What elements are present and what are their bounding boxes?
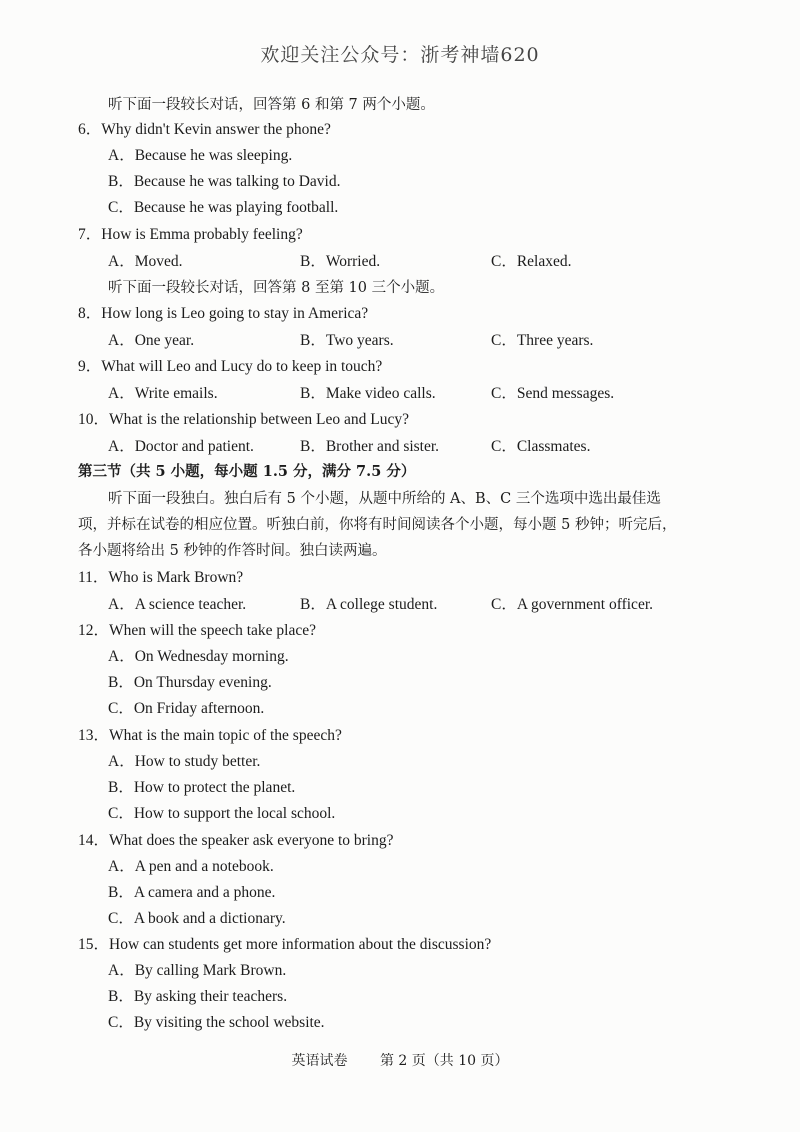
q11-option-b: B．A college student. (300, 596, 438, 613)
question-12: 12．When will the speech take place? (78, 622, 316, 639)
question-7: 7．How is Emma probably feeling? (78, 226, 303, 243)
q13-option-b: B．How to protect the planet. (108, 779, 296, 796)
q7-option-b: B．Worried. (300, 253, 381, 270)
question-8: 8．How long is Leo going to stay in America? (78, 305, 369, 322)
q6-option-b: B．Because he was talking to David. (108, 173, 341, 190)
question-9: 9．What will Leo and Lucy do to keep in touch? (78, 358, 383, 375)
question-11: 11．Who is Mark Brown? (78, 569, 244, 586)
q11-option-a: A．A science teacher. (108, 596, 247, 613)
q9-option-b: B．Make video calls. (300, 385, 436, 402)
q12-option-a: A．On Wednesday morning. (108, 648, 289, 665)
question-13: 13．What is the main topic of the speech? (78, 727, 342, 744)
question-14: 14．What does the speaker ask everyone to bring? (78, 832, 394, 849)
instruction-q6-q7: 听下面一段较长对话，回答第 6 和第 7 两个小题。 (108, 97, 435, 113)
q7-option-c: C．Relaxed. (491, 253, 572, 270)
q12-option-c: C．On Friday afternoon. (108, 700, 265, 717)
footer-subject: 英语试卷 (291, 1053, 348, 1069)
q8-option-a: A．One year. (108, 332, 195, 349)
q8-option-c: C．Three years. (491, 332, 594, 349)
q10-option-c: C．Classmates. (491, 438, 591, 455)
q14-option-a: A．A pen and a notebook. (108, 858, 274, 875)
q10-option-a: A．Doctor and patient. (108, 438, 254, 455)
q6-option-c: C．Because he was playing football. (108, 199, 339, 216)
q15-option-a: A．By calling Mark Brown. (108, 962, 287, 979)
section-3-title: 第三节（共 5 小题，每小题 1.5 分，满分 7.5 分） (78, 463, 416, 480)
instruction-q8-q10: 听下面一段较长对话，回答第 8 至第 10 三个小题。 (108, 280, 445, 296)
section-3-instruction-line-1: 听下面一段独白。独白后有 5 个小题，从题中所给的 A、B、C 三个选项中选出最佳选 (108, 491, 661, 507)
q9-option-a: A．Write emails. (108, 385, 218, 402)
q13-option-c: C．How to support the local school. (108, 805, 336, 822)
q12-option-b: B．On Thursday evening. (108, 674, 272, 691)
page-footer (0, 1050, 800, 1070)
q15-option-b: B．By asking their teachers. (108, 988, 288, 1005)
q6-option-a: A．Because he was sleeping. (108, 147, 293, 164)
q14-option-b: B．A camera and a phone. (108, 884, 276, 901)
section-3-instruction-line-3: 各小题将给出 5 秒钟的作答时间。独白读两遍。 (78, 543, 387, 559)
q15-option-c: C．By visiting the school website. (108, 1014, 325, 1031)
question-6: 6．Why didn't Kevin answer the phone? (78, 121, 331, 138)
q7-option-a: A．Moved. (108, 253, 183, 270)
page-header: 欢迎关注公众号：浙考神墙620 (260, 44, 540, 66)
q13-option-a: A．How to study better. (108, 753, 261, 770)
q10-option-b: B．Brother and sister. (300, 438, 440, 455)
footer-page-number: 第 2 页（共 10 页） (379, 1053, 509, 1069)
question-15: 15．How can students get more information about the discussion? (78, 936, 492, 953)
q14-option-c: C．A book and a dictionary. (108, 910, 286, 927)
q8-option-b: B．Two years. (300, 332, 394, 349)
question-10: 10．What is the relationship between Leo and Lucy? (78, 411, 409, 428)
q9-option-c: C．Send messages. (491, 385, 615, 402)
section-3-instruction-line-2: 项，并标在试卷的相应位置。听独白前，你将有时间阅读各个小题，每小题 5 秒钟；听完后， (78, 517, 677, 533)
q11-option-c: C．A government officer. (491, 596, 654, 613)
